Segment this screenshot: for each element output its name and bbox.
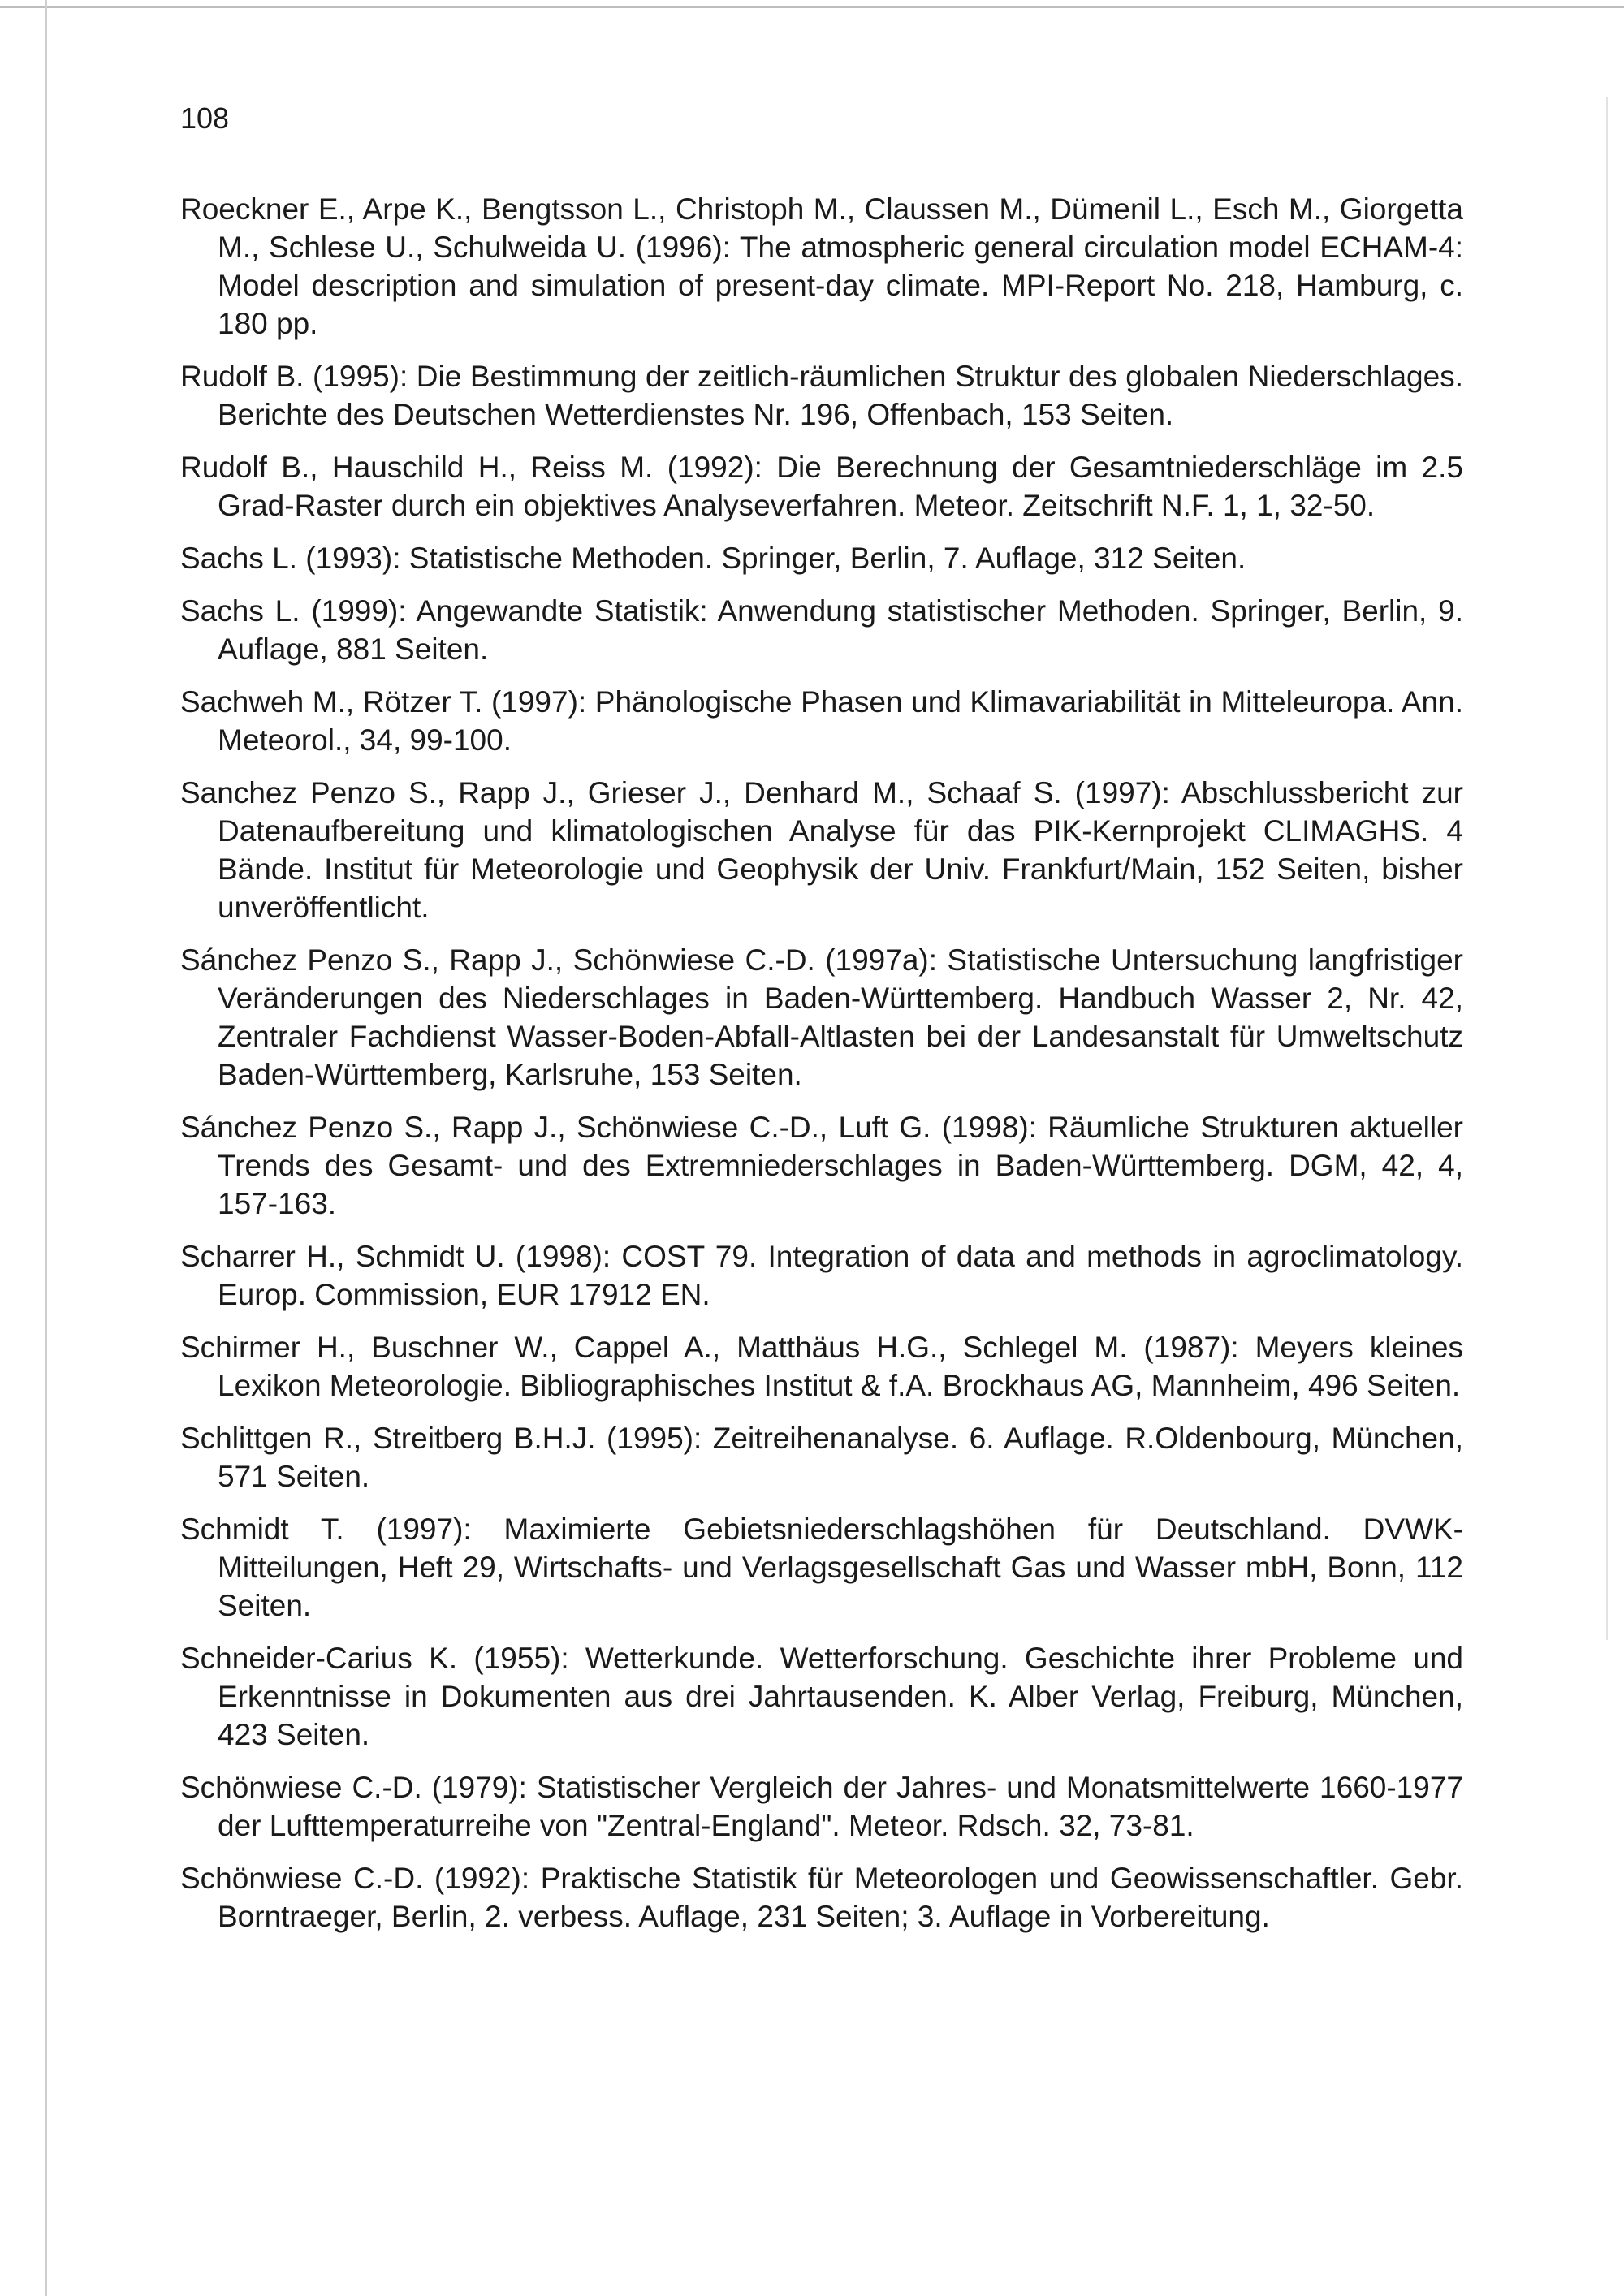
reference-entry: Sachs L. (1999): Angewandte Statistik: Anwendung statistischer Methoden. Springer, Berlin, 9. Auflage, 881 Seiten. — [180, 594, 1463, 666]
reference-entry: Roeckner E., Arpe K., Bengtsson L., Christoph M., Claussen M., Dümenil L., Esch M., Giorgetta M., Schlese U., Schulweida U. (1996): The atmospheric general circulation model ECHAM-4: Model description and simulation of present-day climate. MPI-Report No. 218, Hamburg, c. 180 pp. — [180, 192, 1463, 340]
reference-entry: Schlittgen R., Streitberg B.H.J. (1995): Zeitreihenanalyse. 6. Auflage. R.Oldenbourg, München, 571 Seiten. — [180, 1422, 1463, 1493]
reference-entry: Sachweh M., Rötzer T. (1997): Phänologische Phasen und Klimavariabilität in Mitteleuropa. Ann. Meteorol., 34, 99-100. — [180, 685, 1463, 757]
reference-entry: Schneider-Carius K. (1955): Wetterkunde. Wetterforschung. Geschichte ihrer Probleme und Erkenntnisse in Dokumenten aus drei Jahrtausenden. K. Alber Verlag, Freiburg, München, 423 Seiten. — [180, 1642, 1463, 1751]
scan-edge-left — [45, 0, 47, 2296]
reference-list — [180, 190, 1463, 1950]
scan-edge-top — [0, 6, 1624, 8]
reference-entry: Schönwiese C.-D. (1979): Statistischer Vergleich der Jahres- und Monatsmittelwerte 1660-1977 der Lufttemperaturreihe von "Zentral-England". Meteor. Rdsch. 32, 73-81. — [180, 1771, 1463, 1842]
reference-entry: Sánchez Penzo S., Rapp J., Schönwiese C.-D., Luft G. (1998): Räumliche Strukturen aktueller Trends des Gesamt- und des Extremniederschlages in Baden-Württemberg. DGM, 42, 4, 157-163. — [180, 1111, 1463, 1220]
reference-entry: Sánchez Penzo S., Rapp J., Schönwiese C.-D. (1997a): Statistische Untersuchung langfristiger Veränderungen des Niederschlages in Baden-Württemberg. Handbuch Wasser 2, Nr. 42, Zentraler Fachdienst Wasser-Boden-Abfall-Altlasten bei der Landesanstalt für Umweltschutz Baden-Württemberg, Karlsruhe, 153 Seiten. — [180, 943, 1463, 1091]
reference-entry: Scharrer H., Schmidt U. (1998): COST 79. Integration of data and methods in agroclimatology. Europ. Commission, EUR 17912 EN. — [180, 1240, 1463, 1311]
reference-entry: Sanchez Penzo S., Rapp J., Grieser J., Denhard M., Schaaf S. (1997): Abschlussbericht zur Datenaufbereitung und klimatologischen Analyse für das PIK-Kernprojekt CLIMAGHS. 4 Bände. Institut für Meteorologie und Geophysik der Univ. Frankfurt/Main, 152 Seiten, bisher unveröffentlicht. — [180, 776, 1463, 924]
reference-entry: Schönwiese C.-D. (1992): Praktische Statistik für Meteorologen und Geowissenschaftler. Gebr. Borntraeger, Berlin, 2. verbess. Auflage, 231 Seiten; 3. Auflage in Vorbereitung. — [180, 1862, 1463, 1933]
page-number: 108 — [180, 101, 230, 135]
reference-entry: Rudolf B., Hauschild H., Reiss M. (1992): Die Berechnung der Gesamtniederschläge im 2.5 Grad-Raster durch ein objektives Analyseverfahren. Meteor. Zeitschrift N.F. 1, 1, 32-50. — [180, 451, 1463, 522]
reference-entry: Rudolf B. (1995): Die Bestimmung der zeitlich-räumlichen Struktur des globalen Niederschlages. Berichte des Deutschen Wetterdienstes Nr. 196, Offenbach, 153 Seiten. — [180, 360, 1463, 431]
reference-entry: Schirmer H., Buschner W., Cappel A., Matthäus H.G., Schlegel M. (1987): Meyers kleines Lexikon Meteorologie. Bibliographisches Institut & f.A. Brockhaus AG, Mannheim, 496 Seiten. — [180, 1331, 1463, 1402]
scan-edge-right — [1606, 97, 1608, 1640]
reference-entry: Schmidt T. (1997): Maximierte Gebietsniederschlagshöhen für Deutschland. DVWK-Mitteilungen, Heft 29, Wirtschafts- und Verlagsgesellschaft Gas und Wasser mbH, Bonn, 112 Seiten. — [180, 1513, 1463, 1622]
reference-entry: Sachs L. (1993): Statistische Methoden. Springer, Berlin, 7. Auflage, 312 Seiten. — [180, 542, 1246, 575]
